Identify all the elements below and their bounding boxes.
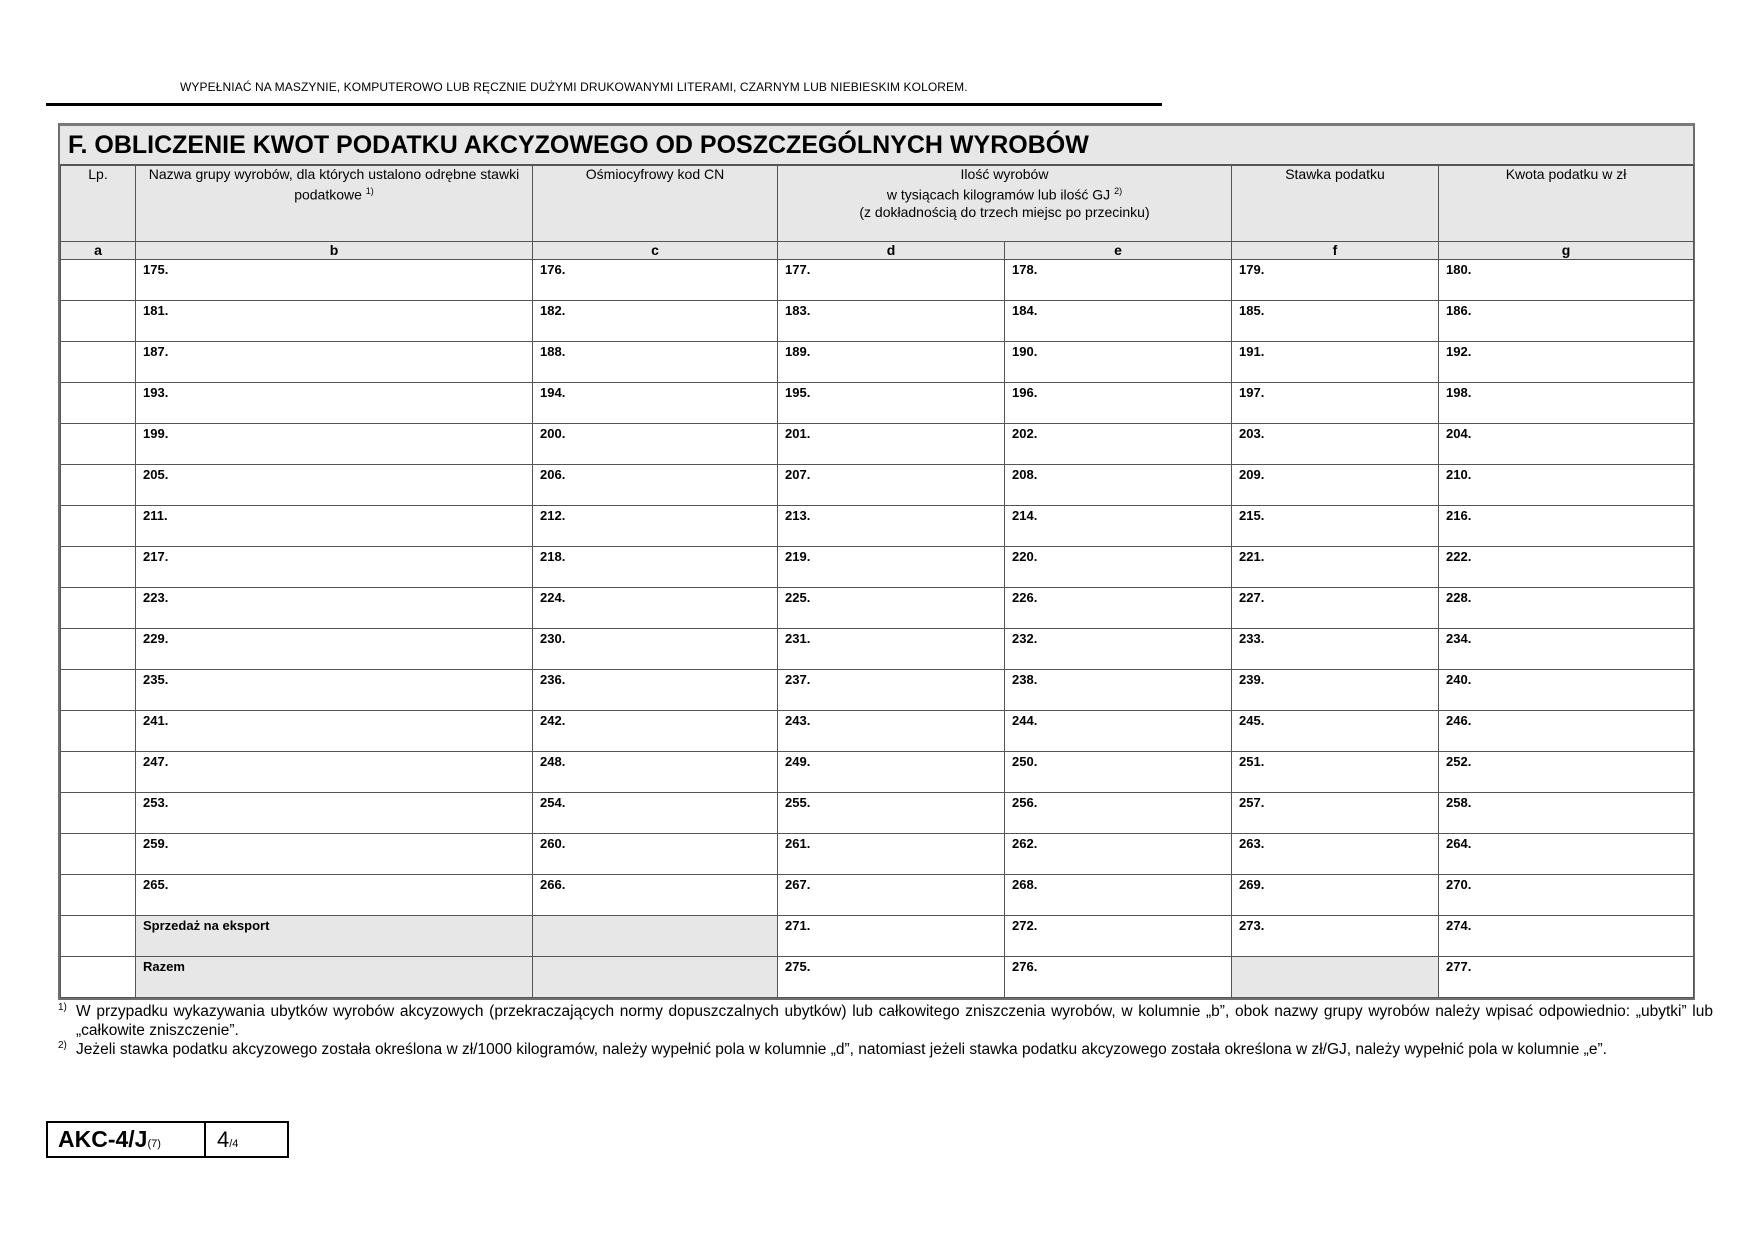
table-row <box>61 875 1694 916</box>
field-number: 250. <box>1012 754 1038 769</box>
table-body <box>61 260 1694 998</box>
field-209[interactable] <box>1232 465 1439 506</box>
column-letter-a: a <box>61 242 136 260</box>
field-number: 266. <box>540 877 566 892</box>
lp-cell[interactable] <box>61 834 136 875</box>
field-number: 270. <box>1446 877 1472 892</box>
field-253[interactable] <box>136 793 533 834</box>
lp-cell[interactable] <box>61 465 136 506</box>
field-258[interactable] <box>1439 793 1694 834</box>
lp-cell[interactable] <box>61 629 136 670</box>
field-183[interactable] <box>778 301 1005 342</box>
page-number <box>206 1123 287 1156</box>
lp-cell[interactable] <box>61 301 136 342</box>
field-number: 203. <box>1239 426 1265 441</box>
field-number: 262. <box>1012 836 1038 851</box>
field-230[interactable] <box>533 629 778 670</box>
field-number: 218. <box>540 549 566 564</box>
field-268[interactable] <box>1005 875 1232 916</box>
field-214[interactable] <box>1005 506 1232 547</box>
export-lp-cell[interactable] <box>61 916 136 957</box>
page-total: /4 <box>229 1138 239 1150</box>
header-name-footnote-mark: 1) <box>365 186 374 196</box>
field-217[interactable] <box>136 547 533 588</box>
field-number: 217. <box>143 549 169 564</box>
table-row <box>61 711 1694 752</box>
footnote-2-text: Jeżeli stawka podatku akcyzowego została określona w zł/1000 kilogramów, należy wypełnić pola w kolumnie „d”, natomiast jeżeli stawka podatku akcyzowego została określona w zł/GJ, należy wypełnić pola w kolumnie „e”. <box>76 1041 1607 1058</box>
field-number: 275. <box>785 959 811 974</box>
header-row <box>61 166 1694 242</box>
field-number: 195. <box>785 385 811 400</box>
field-259[interactable] <box>136 834 533 875</box>
field-191[interactable] <box>1232 342 1439 383</box>
field-260[interactable] <box>533 834 778 875</box>
field-number: 175. <box>143 262 169 277</box>
field-number: 200. <box>540 426 566 441</box>
field-number: 219. <box>785 549 811 564</box>
field-192[interactable] <box>1439 342 1694 383</box>
table-row <box>61 506 1694 547</box>
field-255[interactable] <box>778 793 1005 834</box>
field-187[interactable] <box>136 342 533 383</box>
field-190[interactable] <box>1005 342 1232 383</box>
field-number: 269. <box>1239 877 1265 892</box>
table-row <box>61 834 1694 875</box>
field-211[interactable] <box>136 506 533 547</box>
field-number: 232. <box>1012 631 1038 646</box>
field-number: 256. <box>1012 795 1038 810</box>
field-number: 246. <box>1446 713 1472 728</box>
table-row <box>61 793 1694 834</box>
field-201[interactable] <box>778 424 1005 465</box>
field-number: 192. <box>1446 344 1472 359</box>
total-label: Razem <box>143 959 185 974</box>
field-number: 238. <box>1012 672 1038 687</box>
field-number: 225. <box>785 590 811 605</box>
footnote-2-mark: 2) <box>58 1040 67 1051</box>
field-number: 185. <box>1239 303 1265 318</box>
field-number: 199. <box>143 426 169 441</box>
field-number: 182. <box>540 303 566 318</box>
field-267[interactable] <box>778 875 1005 916</box>
field-number: 176. <box>540 262 566 277</box>
column-letter-d: d <box>778 242 1005 260</box>
field-251[interactable] <box>1232 752 1439 793</box>
field-233[interactable] <box>1232 629 1439 670</box>
field-203[interactable] <box>1232 424 1439 465</box>
field-215[interactable] <box>1232 506 1439 547</box>
field-number: 196. <box>1012 385 1038 400</box>
field-number: 242. <box>540 713 566 728</box>
field-number: 277. <box>1446 959 1472 974</box>
field-199[interactable] <box>136 424 533 465</box>
field-239[interactable] <box>1232 670 1439 711</box>
field-number: 248. <box>540 754 566 769</box>
page-current: 4 <box>217 1127 230 1152</box>
field-264[interactable] <box>1439 834 1694 875</box>
field-246[interactable] <box>1439 711 1694 752</box>
export-label: Sprzedaż na eksport <box>143 918 270 933</box>
footnote-1 <box>58 1002 1713 1040</box>
field-number: 190. <box>1012 344 1038 359</box>
field-197[interactable] <box>1232 383 1439 424</box>
field-274[interactable] <box>1439 916 1694 957</box>
column-letter-b: b <box>136 242 533 260</box>
column-letter-c: c <box>533 242 778 260</box>
header-quantity-line2: w tysiącach kilogramów lub ilość GJ <box>886 186 1111 203</box>
field-number: 260. <box>540 836 566 851</box>
field-277[interactable] <box>1439 957 1694 998</box>
field-204[interactable] <box>1439 424 1694 465</box>
field-261[interactable] <box>778 834 1005 875</box>
header-amount: Kwota podatku w zł <box>1439 166 1694 242</box>
field-number: 268. <box>1012 877 1038 892</box>
field-226[interactable] <box>1005 588 1232 629</box>
form-code-text: AKC-4/J <box>58 1126 148 1152</box>
field-number: 204. <box>1446 426 1472 441</box>
field-222[interactable] <box>1439 547 1694 588</box>
footnote-1-text: W przypadku wykazywania ubytków wyrobów akcyzowych (przekraczających normy dopuszczalnych ubytków) lub całkowitego zniszczenia wyrobów, w kolumnie „b”, obok nazwy grupy wyrobów należy wpisać odpowiednio: „ubytki” lub „całkowite zniszczenie”. <box>76 1003 1713 1039</box>
lp-cell[interactable] <box>61 752 136 793</box>
field-175[interactable] <box>136 260 533 301</box>
field-240[interactable] <box>1439 670 1694 711</box>
field-212[interactable] <box>533 506 778 547</box>
field-number: 259. <box>143 836 169 851</box>
field-number: 241. <box>143 713 169 728</box>
column-letter-row <box>61 242 1694 260</box>
field-number: 223. <box>143 590 169 605</box>
table-row <box>61 752 1694 793</box>
field-202[interactable] <box>1005 424 1232 465</box>
top-rule <box>46 103 1162 106</box>
field-231[interactable] <box>778 629 1005 670</box>
table-row <box>61 670 1694 711</box>
field-number: 205. <box>143 467 169 482</box>
field-number: 221. <box>1239 549 1265 564</box>
export-cn-cell <box>533 916 778 957</box>
field-number: 211. <box>143 508 168 523</box>
section-title: F. OBLICZENIE KWOT PODATKU AKCYZOWEGO OD POSZCZEGÓLNYCH WYROBÓW <box>60 126 1693 165</box>
lp-cell[interactable] <box>61 793 136 834</box>
field-number: 188. <box>540 344 566 359</box>
lp-cell[interactable] <box>61 588 136 629</box>
field-number: 197. <box>1239 385 1265 400</box>
field-number: 186. <box>1446 303 1472 318</box>
field-184[interactable] <box>1005 301 1232 342</box>
field-218[interactable] <box>533 547 778 588</box>
field-225[interactable] <box>778 588 1005 629</box>
lp-cell[interactable] <box>61 506 136 547</box>
field-262[interactable] <box>1005 834 1232 875</box>
field-188[interactable] <box>533 342 778 383</box>
field-number: 184. <box>1012 303 1038 318</box>
table-row <box>61 342 1694 383</box>
field-number: 181. <box>143 303 169 318</box>
field-number: 265. <box>143 877 169 892</box>
field-number: 206. <box>540 467 566 482</box>
field-number: 229. <box>143 631 169 646</box>
footnote-1-mark: 1) <box>58 1002 67 1013</box>
field-193[interactable] <box>136 383 533 424</box>
field-194[interactable] <box>533 383 778 424</box>
header-name <box>136 166 533 242</box>
field-number: 258. <box>1446 795 1472 810</box>
field-273[interactable] <box>1232 916 1439 957</box>
field-number: 178. <box>1012 262 1038 277</box>
column-letter-e: e <box>1005 242 1232 260</box>
lp-cell[interactable] <box>61 547 136 588</box>
header-rate: Stawka podatku <box>1232 166 1439 242</box>
field-182[interactable] <box>533 301 778 342</box>
field-number: 207. <box>785 467 811 482</box>
field-210[interactable] <box>1439 465 1694 506</box>
field-272[interactable] <box>1005 916 1232 957</box>
field-236[interactable] <box>533 670 778 711</box>
field-number: 212. <box>540 508 566 523</box>
field-number: 224. <box>540 590 566 605</box>
field-number: 263. <box>1239 836 1265 851</box>
field-number: 252. <box>1446 754 1472 769</box>
header-quantity-line3: (z dokładnością do trzech miejsc po przecinku) <box>859 203 1150 220</box>
table-row <box>61 301 1694 342</box>
field-number: 231. <box>785 631 811 646</box>
field-number: 216. <box>1446 508 1472 523</box>
column-letter-g: g <box>1439 242 1694 260</box>
field-number: 247. <box>143 754 169 769</box>
field-number: 233. <box>1239 631 1265 646</box>
field-number: 198. <box>1446 385 1472 400</box>
field-224[interactable] <box>533 588 778 629</box>
total-rate-cell <box>1232 957 1439 998</box>
field-number: 273. <box>1239 918 1265 933</box>
field-number: 271. <box>785 918 811 933</box>
form-code-version: (7) <box>147 1138 161 1150</box>
field-250[interactable] <box>1005 752 1232 793</box>
total-label-cell <box>136 957 533 998</box>
total-lp-cell[interactable] <box>61 957 136 998</box>
field-244[interactable] <box>1005 711 1232 752</box>
export-label-cell <box>136 916 533 957</box>
header-cn-code: Ośmiocyfrowy kod CN <box>533 166 778 242</box>
field-228[interactable] <box>1439 588 1694 629</box>
field-248[interactable] <box>533 752 778 793</box>
field-number: 261. <box>785 836 811 851</box>
fill-instruction: WYPEŁNIAĆ NA MASZYNIE, KOMPUTEROWO LUB RĘCZNIE DUŻYMI DRUKOWANYMI LITERAMI, CZARNYM LUB NIEBIESKIM KOLOREM. <box>180 80 968 94</box>
footnotes <box>58 1002 1713 1059</box>
tax-calculation-table <box>60 165 1694 998</box>
field-number: 253. <box>143 795 169 810</box>
field-number: 274. <box>1446 918 1472 933</box>
field-number: 194. <box>540 385 566 400</box>
field-220[interactable] <box>1005 547 1232 588</box>
header-name-text: Nazwa grupy wyrobów, dla których ustalono odrębne stawki podatkowe <box>148 166 520 203</box>
field-254[interactable] <box>533 793 778 834</box>
field-number: 276. <box>1012 959 1038 974</box>
field-number: 244. <box>1012 713 1038 728</box>
field-number: 237. <box>785 672 811 687</box>
field-221[interactable] <box>1232 547 1439 588</box>
form-code-name <box>48 1123 206 1156</box>
field-227[interactable] <box>1232 588 1439 629</box>
field-number: 254. <box>540 795 566 810</box>
field-178[interactable] <box>1005 260 1232 301</box>
field-number: 210. <box>1446 467 1472 482</box>
field-266[interactable] <box>533 875 778 916</box>
header-quantity-footnote-mark: 2) <box>1114 186 1123 196</box>
field-207[interactable] <box>778 465 1005 506</box>
table-row <box>61 465 1694 506</box>
field-number: 201. <box>785 426 811 441</box>
lp-cell[interactable] <box>61 424 136 465</box>
field-number: 209. <box>1239 467 1265 482</box>
field-number: 179. <box>1239 262 1265 277</box>
field-number: 193. <box>143 385 169 400</box>
lp-cell[interactable] <box>61 711 136 752</box>
field-180[interactable] <box>1439 260 1694 301</box>
field-177[interactable] <box>778 260 1005 301</box>
field-number: 245. <box>1239 713 1265 728</box>
field-234[interactable] <box>1439 629 1694 670</box>
field-198[interactable] <box>1439 383 1694 424</box>
field-179[interactable] <box>1232 260 1439 301</box>
table-row <box>61 424 1694 465</box>
field-185[interactable] <box>1232 301 1439 342</box>
table-row <box>61 629 1694 670</box>
field-number: 235. <box>143 672 169 687</box>
header-quantity <box>778 166 1232 242</box>
field-237[interactable] <box>778 670 1005 711</box>
lp-cell[interactable] <box>61 260 136 301</box>
table-row <box>61 588 1694 629</box>
field-number: 213. <box>785 508 811 523</box>
field-200[interactable] <box>533 424 778 465</box>
field-223[interactable] <box>136 588 533 629</box>
field-235[interactable] <box>136 670 533 711</box>
field-265[interactable] <box>136 875 533 916</box>
field-249[interactable] <box>778 752 1005 793</box>
field-number: 208. <box>1012 467 1038 482</box>
field-number: 255. <box>785 795 811 810</box>
field-263[interactable] <box>1232 834 1439 875</box>
field-256[interactable] <box>1005 793 1232 834</box>
field-270[interactable] <box>1439 875 1694 916</box>
field-245[interactable] <box>1232 711 1439 752</box>
field-216[interactable] <box>1439 506 1694 547</box>
field-196[interactable] <box>1005 383 1232 424</box>
field-number: 264. <box>1446 836 1472 851</box>
lp-cell[interactable] <box>61 670 136 711</box>
lp-cell[interactable] <box>61 383 136 424</box>
field-number: 187. <box>143 344 169 359</box>
field-247[interactable] <box>136 752 533 793</box>
field-number: 215. <box>1239 508 1265 523</box>
field-number: 189. <box>785 344 811 359</box>
field-195[interactable] <box>778 383 1005 424</box>
field-238[interactable] <box>1005 670 1232 711</box>
field-number: 191. <box>1239 344 1265 359</box>
field-number: 226. <box>1012 590 1038 605</box>
field-275[interactable] <box>778 957 1005 998</box>
field-208[interactable] <box>1005 465 1232 506</box>
field-number: 272. <box>1012 918 1038 933</box>
field-number: 222. <box>1446 549 1472 564</box>
form-code-box <box>46 1121 289 1158</box>
field-number: 180. <box>1446 262 1472 277</box>
table-row <box>61 383 1694 424</box>
field-number: 251. <box>1239 754 1265 769</box>
section-f <box>58 123 1695 1000</box>
field-232[interactable] <box>1005 629 1232 670</box>
field-206[interactable] <box>533 465 778 506</box>
table-row <box>61 547 1694 588</box>
lp-cell[interactable] <box>61 342 136 383</box>
table-row <box>61 260 1694 301</box>
field-252[interactable] <box>1439 752 1694 793</box>
field-176[interactable] <box>533 260 778 301</box>
export-row <box>61 916 1694 957</box>
total-cn-cell <box>533 957 778 998</box>
field-number: 257. <box>1239 795 1265 810</box>
field-276[interactable] <box>1005 957 1232 998</box>
field-number: 249. <box>785 754 811 769</box>
field-number: 202. <box>1012 426 1038 441</box>
field-number: 228. <box>1446 590 1472 605</box>
field-number: 220. <box>1012 549 1038 564</box>
column-letter-f: f <box>1232 242 1439 260</box>
total-row <box>61 957 1694 998</box>
field-271[interactable] <box>778 916 1005 957</box>
field-number: 267. <box>785 877 811 892</box>
field-181[interactable] <box>136 301 533 342</box>
field-205[interactable] <box>136 465 533 506</box>
field-number: 234. <box>1446 631 1472 646</box>
field-229[interactable] <box>136 629 533 670</box>
field-243[interactable] <box>778 711 1005 752</box>
field-257[interactable] <box>1232 793 1439 834</box>
field-189[interactable] <box>778 342 1005 383</box>
field-number: 227. <box>1239 590 1265 605</box>
field-number: 239. <box>1239 672 1265 687</box>
field-number: 243. <box>785 713 811 728</box>
field-number: 230. <box>540 631 566 646</box>
field-269[interactable] <box>1232 875 1439 916</box>
field-number: 177. <box>785 262 811 277</box>
field-number: 236. <box>540 672 566 687</box>
field-213[interactable] <box>778 506 1005 547</box>
field-number: 240. <box>1446 672 1472 687</box>
lp-cell[interactable] <box>61 875 136 916</box>
field-219[interactable] <box>778 547 1005 588</box>
field-241[interactable] <box>136 711 533 752</box>
field-number: 214. <box>1012 508 1038 523</box>
footnote-2 <box>58 1040 1713 1059</box>
header-quantity-line1: Ilość wyrobów <box>960 166 1049 182</box>
field-242[interactable] <box>533 711 778 752</box>
field-186[interactable] <box>1439 301 1694 342</box>
field-number: 183. <box>785 303 811 318</box>
header-lp: Lp. <box>61 166 136 242</box>
